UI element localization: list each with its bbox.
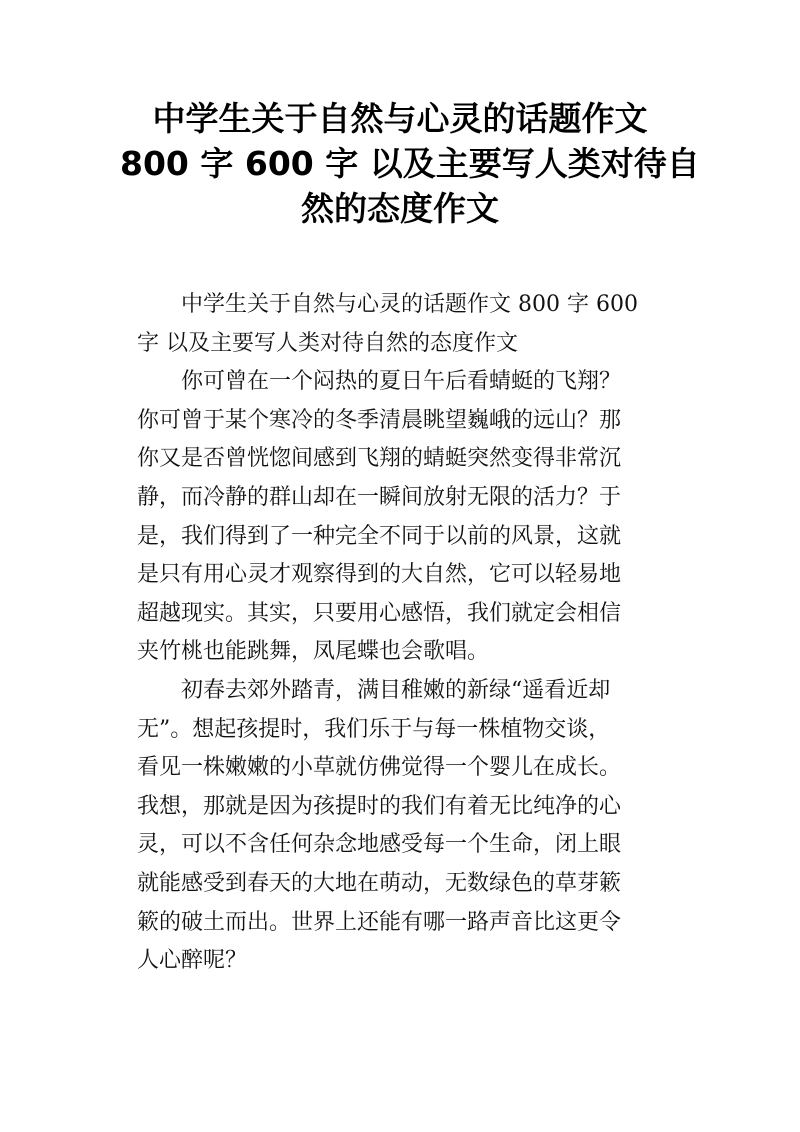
text-line: 是只有用心灵才观察得到的大自然，它可以轻易地: [137, 562, 622, 588]
text-line: 夹竹桃也能跳舞，凤尾蝶也会歌唱。: [137, 639, 490, 665]
text-line: 看见一株嫩嫩的小草就仿佛觉得一个婴儿在成长。: [137, 755, 622, 781]
text-line: 你可曾在一个闷热的夏日午后看蜻蜓的飞翔？: [181, 369, 622, 395]
text-line: 就能感受到春天的大地在萌动，无数绿色的草芽簌: [137, 870, 622, 896]
title-line: 然的态度作文: [301, 189, 499, 228]
document-body: [137, 286, 667, 981]
text-line: 簌的破土而出。世界上还能有哪一路声音比这更令: [137, 909, 622, 935]
text-line: 初春去郊外踏青，满目稚嫩的新绿“遥看近却: [181, 677, 611, 703]
title-line: 800 字 600 字 以及主要写人类对待自: [120, 144, 700, 183]
text-line: 人心醉呢？: [137, 948, 248, 974]
text-line: 静，而冷静的群山却在一瞬间放射无限的活力？于: [137, 484, 622, 510]
document-title: [120, 96, 700, 231]
text-line: 是，我们得到了一种完全不同于以前的风景，这就: [137, 523, 622, 549]
text-line: 字 以及主要写人类对待自然的态度作文: [137, 330, 518, 356]
text-line: 你可曾于某个寒冷的冬季清晨眺望巍峨的远山？那: [137, 407, 622, 433]
paragraph-spring: [137, 672, 667, 981]
title-line: 中学生关于自然与心灵的话题作文: [152, 99, 648, 138]
text-line: 灵，可以不含任何杂念地感受每一个生命，闭上眼: [137, 832, 622, 858]
text-line: 超越现实。其实，只要用心感悟，我们就定会相信: [137, 600, 622, 626]
text-line: 无”。想起孩提时，我们乐于与每一株植物交谈，: [137, 716, 611, 742]
paragraph-dragonfly: [137, 363, 667, 672]
text-line: 我想，那就是因为孩提时的我们有着无比纯净的心: [137, 793, 622, 819]
text-line: 中学生关于自然与心灵的话题作文 800 字 600: [181, 292, 638, 317]
paragraph-intro: [137, 286, 667, 363]
text-line: 你又是否曾恍惚间感到飞翔的蜻蜓突然变得非常沉: [137, 446, 622, 472]
